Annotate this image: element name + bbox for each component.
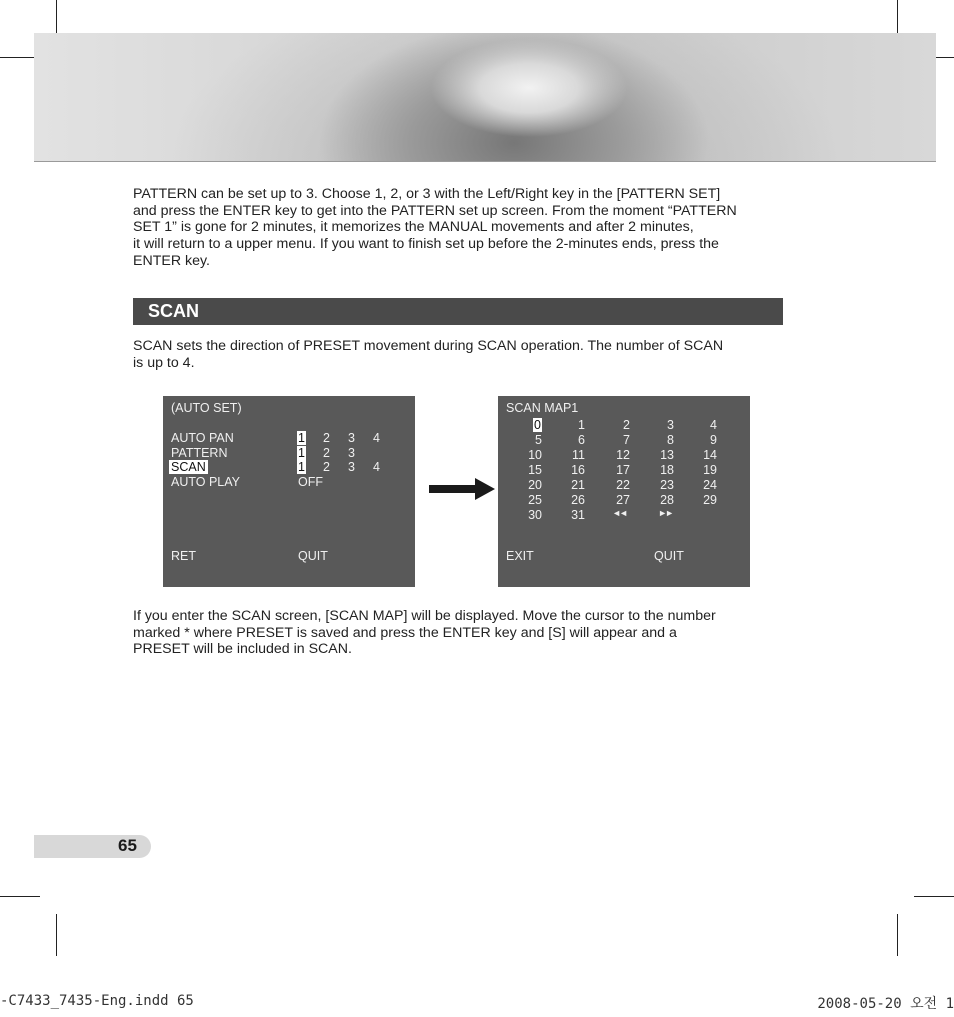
text-line: ENTER key. bbox=[133, 252, 210, 269]
crop-mark bbox=[914, 896, 954, 897]
osd-title: SCAN MAP1 bbox=[506, 401, 579, 415]
scan-map-cell[interactable]: 3 bbox=[667, 418, 674, 432]
scan-map-cell[interactable]: 30 bbox=[528, 508, 542, 522]
pattern-option-1: 1 bbox=[298, 446, 305, 460]
scan-map-cell[interactable]: 28 bbox=[660, 493, 674, 507]
scan-map-cell[interactable] bbox=[512, 418, 542, 432]
menu-label-scan-selected: SCAN bbox=[171, 460, 206, 474]
scan-map-cell[interactable]: 18 bbox=[660, 463, 674, 477]
text-line: PRESET will be included in SCAN. bbox=[133, 641, 352, 658]
scan-map-cell[interactable]: 12 bbox=[616, 448, 630, 462]
scan-map-cell[interactable]: 6 bbox=[578, 433, 585, 447]
scan-map-cell[interactable]: 23 bbox=[660, 478, 674, 492]
header-banner-image bbox=[34, 33, 936, 162]
auto-pan-option-1: 1 bbox=[298, 431, 305, 445]
pattern-option-3: 3 bbox=[348, 446, 355, 460]
menu-label-auto-play: AUTO PLAY bbox=[171, 475, 241, 489]
scan-map-cell[interactable]: 26 bbox=[571, 493, 585, 507]
text-line: If you enter the SCAN screen, [SCAN MAP] will be displayed. Move the cursor to the number bbox=[133, 608, 716, 624]
auto-set-osd-screen bbox=[163, 396, 415, 587]
text-line: marked * where PRESET is saved and press the ENTER key and [S] will appear and a bbox=[133, 624, 677, 641]
auto-pan-option-2: 2 bbox=[323, 431, 330, 445]
auto-pan-option-3: 3 bbox=[348, 431, 355, 445]
ret-label: RET bbox=[171, 549, 196, 563]
scan-option-3: 3 bbox=[348, 460, 355, 474]
scan-map-cell[interactable]: 13 bbox=[660, 448, 674, 462]
pattern-option-2: 2 bbox=[323, 446, 330, 460]
crop-mark bbox=[897, 914, 898, 956]
scan-map-cell[interactable]: 17 bbox=[616, 463, 630, 477]
osd-title: (AUTO SET) bbox=[171, 401, 242, 415]
scan-map-cell[interactable]: 5 bbox=[535, 433, 542, 447]
scan-option-4: 4 bbox=[373, 460, 380, 474]
scan-map-cell[interactable]: 22 bbox=[616, 478, 630, 492]
text-line: it will return to a upper menu. If you want to finish set up before the 2-minutes ends, press the bbox=[133, 236, 719, 253]
scan-map-cell[interactable]: 29 bbox=[703, 493, 717, 507]
scan-map-cell[interactable]: 25 bbox=[528, 493, 542, 507]
scan-option-2: 2 bbox=[323, 460, 330, 474]
auto-pan-option-4: 4 bbox=[373, 431, 380, 445]
right-arrow-icon bbox=[429, 478, 495, 500]
scan-map-cell[interactable]: 4 bbox=[710, 418, 717, 432]
auto-play-value: OFF bbox=[298, 475, 323, 489]
scan-map-cell[interactable]: 8 bbox=[667, 433, 674, 447]
scan-map-cell[interactable]: 19 bbox=[703, 463, 717, 477]
text-line: SET 1” is gone for 2 minutes, it memorizes the MANUAL movements and after 2 minutes, bbox=[133, 219, 694, 236]
scan-map-osd-screen bbox=[498, 396, 750, 587]
intro-paragraph bbox=[133, 186, 785, 270]
scan-map-cell[interactable]: 24 bbox=[703, 478, 717, 492]
section-header bbox=[133, 298, 783, 325]
scan-map-cursor: 0 bbox=[534, 418, 541, 432]
text-line: SCAN sets the direction of PRESET movement during SCAN operation. The number of SCAN bbox=[133, 338, 724, 354]
text-line: PATTERN can be set up to 3. Choose 1, 2, or 3 with the Left/Right key in the [PATTERN SET] bbox=[133, 186, 721, 202]
scan-map-cell[interactable]: 2 bbox=[623, 418, 630, 432]
page-number: 65 bbox=[118, 836, 137, 855]
scan-map-cell[interactable]: 15 bbox=[528, 463, 542, 477]
exit-label: EXIT bbox=[506, 549, 534, 563]
closing-paragraph bbox=[133, 608, 785, 658]
scan-map-cell[interactable]: 27 bbox=[616, 493, 630, 507]
footer-date-info: 2008-05-20 오전 1 bbox=[817, 996, 954, 1012]
section-intro bbox=[133, 338, 785, 371]
scan-map-cell[interactable]: 31 bbox=[571, 508, 585, 522]
scan-map-cell[interactable]: 1 bbox=[578, 418, 585, 432]
section-title: SCAN bbox=[148, 301, 200, 321]
scan-map-cell[interactable]: 7 bbox=[623, 433, 630, 447]
scan-map-cell[interactable]: ►► bbox=[658, 508, 672, 518]
crop-mark bbox=[0, 896, 40, 897]
scan-map-cell[interactable]: 9 bbox=[710, 433, 717, 447]
footer-file-info: -C7433_7435-Eng.indd 65 bbox=[0, 993, 194, 1009]
menu-label-auto-pan: AUTO PAN bbox=[171, 431, 234, 445]
menu-label-pattern: PATTERN bbox=[171, 446, 228, 460]
text-line: and press the ENTER key to get into the PATTERN set up screen. From the moment “PATTERN bbox=[133, 202, 737, 219]
text-line: is up to 4. bbox=[133, 354, 195, 371]
quit-label: QUIT bbox=[654, 549, 684, 563]
scan-map-cell[interactable]: 20 bbox=[528, 478, 542, 492]
scan-map-cell[interactable]: 21 bbox=[571, 478, 585, 492]
scan-map-cell[interactable]: ◄◄ bbox=[612, 508, 626, 518]
quit-label: QUIT bbox=[298, 549, 328, 563]
scan-map-cell[interactable]: 11 bbox=[572, 448, 585, 462]
scan-map-cell[interactable]: 10 bbox=[528, 448, 542, 462]
scan-map-cell[interactable]: 14 bbox=[703, 448, 717, 462]
scan-option-1: 1 bbox=[298, 460, 305, 474]
scan-map-cell[interactable]: 16 bbox=[571, 463, 585, 477]
page-number-tab bbox=[34, 835, 151, 858]
crop-mark bbox=[56, 914, 57, 956]
